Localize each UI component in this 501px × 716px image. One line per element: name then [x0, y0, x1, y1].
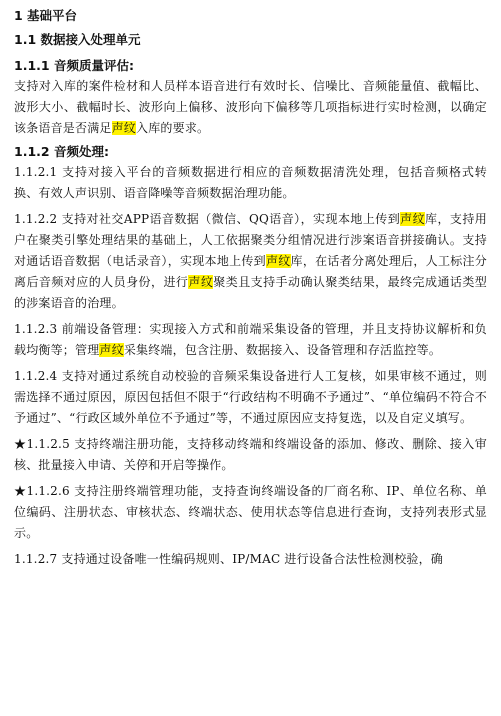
text-run: 支持对入库的案件检材和人员样本语音进行有效时长、信噪比、音频能量值、截幅比、波形大小、截幅时长、波形向上偏移、波形向下偏移等几项指标进行实时检测，以确定该条语音是否满足	[14, 79, 487, 135]
highlighted-keyword: 声纹	[99, 343, 124, 357]
paragraph-1-1-2-7: 1.1.2.7 支持通过设备唯一性编码规则、IP/MAC 进行设备合法性检测校验，确	[14, 552, 444, 566]
paragraph-1-1-2-6: ★1.1.2.6 支持注册终端管理功能，支持查询终端设备的厂商名称、IP、单位名称、单位编码、注册状态、审核状态、终端状态、使用状态等信息进行查询，支持列表形式显示。	[14, 484, 487, 540]
highlighted-keyword: 声纹	[265, 254, 291, 268]
text-run: 库，在话者分离处理后，人工标注分离后音频对应的人员身份，进行	[14, 254, 488, 289]
highlighted-keyword: 声纹	[188, 275, 214, 289]
paragraph-1-1-2-2	[14, 209, 487, 314]
text-run: 1.1.2.3 前端设备管理：实现接入方式和前端采集设备的管理，并且支持协议解析和负载均衡等；管理	[14, 322, 487, 357]
highlighted-keyword: 声纹	[400, 212, 426, 226]
heading-level-2: 1.1 数据接入处理单元	[14, 32, 141, 47]
text-run: 库，支持用户在聚类引擎处理结果的基础上，人工依据聚类分组情况进行涉案语音拼接确认。支持对通话语音数据（电话录音），实现本地上传到	[14, 212, 487, 268]
text-run: 采集终端，包含注册、数据接入、设备管理和存活监控等。	[123, 343, 442, 357]
highlighted-keyword: 声纹	[111, 121, 137, 135]
heading-audio-processing: 1.1.2 音频处理:	[14, 144, 109, 159]
text-run: 1.1.2.2 支持对社交APP语音数据（微信、QQ语音），实现本地上传到	[14, 212, 401, 226]
text-run: 聚类且支持手动确认聚类结果，最终完成通话类型的涉案语音的治理。	[14, 275, 488, 310]
paragraph-audio-quality	[14, 76, 487, 139]
paragraph-1-1-2-3	[14, 319, 487, 361]
paragraph-1-1-2-1: 1.1.2.1 支持对接入平台的音频数据进行相应的音频数据清洗处理，包括音频格式转换、有效人声识别、语音降噪等音频数据治理功能。	[14, 165, 487, 200]
paragraph-1-1-2-4: 1.1.2.4 支持对通过系统自动校验的音频采集设备进行人工复核，如果审核不通过，则需选择不通过原因，原因包括但不限于“行政结构不明确不予通过”、“单位编码不符合不予通过”、“行政区域外单位不予通过”等，不通过原因应支持复选，以及自定义填写。	[14, 369, 487, 425]
heading-level-1: 1 基础平台	[14, 8, 78, 23]
heading-audio-quality: 1.1.1 音频质量评估:	[14, 58, 134, 73]
text-run: 入库的要求。	[136, 121, 210, 135]
paragraph-1-1-2-5: ★1.1.2.5 支持终端注册功能，支持移动终端和终端设备的添加、修改、删除、接入审核、批量接入申请、关停和开启等操作。	[14, 437, 487, 472]
